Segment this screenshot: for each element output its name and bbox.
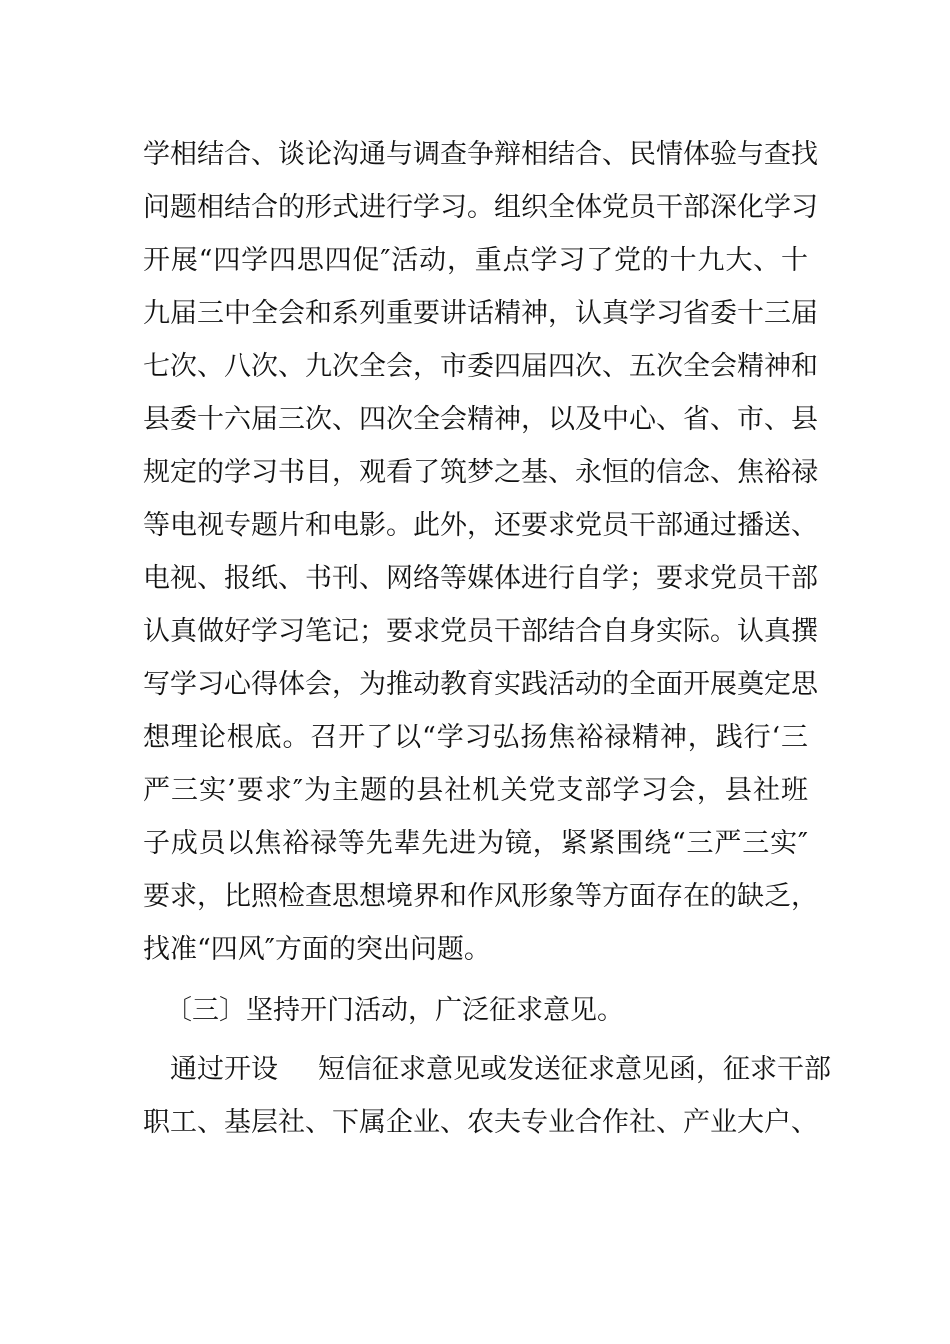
- text-line: [143, 1043, 831, 1096]
- study-paragraph: [143, 128, 818, 976]
- text-line: 想理论根底。召开了以“学习弘扬焦裕禄精神，践行‘三: [143, 722, 808, 753]
- text-line: 县委十六届三次、四次全会精神，以及中心、省、市、县: [143, 404, 818, 435]
- text-line: 认真做好学习笔记；要求党员干部结合自身实际。认真撰: [143, 616, 818, 647]
- text-line: 规定的学习书目，观看了筑梦之基、永恒的信念、焦裕禄: [143, 457, 818, 488]
- text-line: 九届三中全会和系列重要讲话精神，认真学习省委十三届: [143, 298, 818, 329]
- document-body: [143, 128, 831, 1149]
- text-line: 子成员以焦裕禄等先辈先进为镜，紧紧围绕“三严三实″: [143, 828, 808, 859]
- text-line: 电视、报纸、书刊、网络等媒体进行自学；要求党员干部: [143, 563, 818, 594]
- text-line: 等电视专题片和电影。此外，还要求党员干部通过播送、: [143, 510, 818, 541]
- text-line: 写学习心得体会，为推动教育实践活动的全面开展奠定思: [143, 669, 818, 700]
- text-line: 学相结合、谈论沟通与调查争辩相结合、民情体验与查找: [143, 139, 818, 170]
- text-line: 要求，比照检查思想境界和作风形象等方面存在的缺乏，: [143, 881, 818, 912]
- text-line: 开展“四学四思四促″活动，重点学习了党的十九大、十: [143, 245, 808, 276]
- text-fragment: 短信征求意见或发送征求意见函，征求干部: [318, 1054, 831, 1085]
- text-fragment: 通过开设: [170, 1054, 278, 1085]
- section-heading: 〔三〕坚持开门活动，广泛征求意见。: [165, 995, 624, 1026]
- consultation-paragraph: [143, 1043, 831, 1149]
- text-line: 职工、基层社、下属企业、农夫专业合作社、产业大户、: [143, 1107, 818, 1138]
- text-line: 七次、八次、九次全会，市委四届四次、五次全会精神和: [143, 351, 818, 382]
- text-line: 问题相结合的形式进行学习。组织全体党员干部深化学习: [143, 192, 818, 223]
- text-line: 严三实’要求″为主题的县社机关党支部学习会，县社班: [143, 775, 808, 806]
- text-line: 找准“四风″方面的突出问题。: [143, 934, 491, 965]
